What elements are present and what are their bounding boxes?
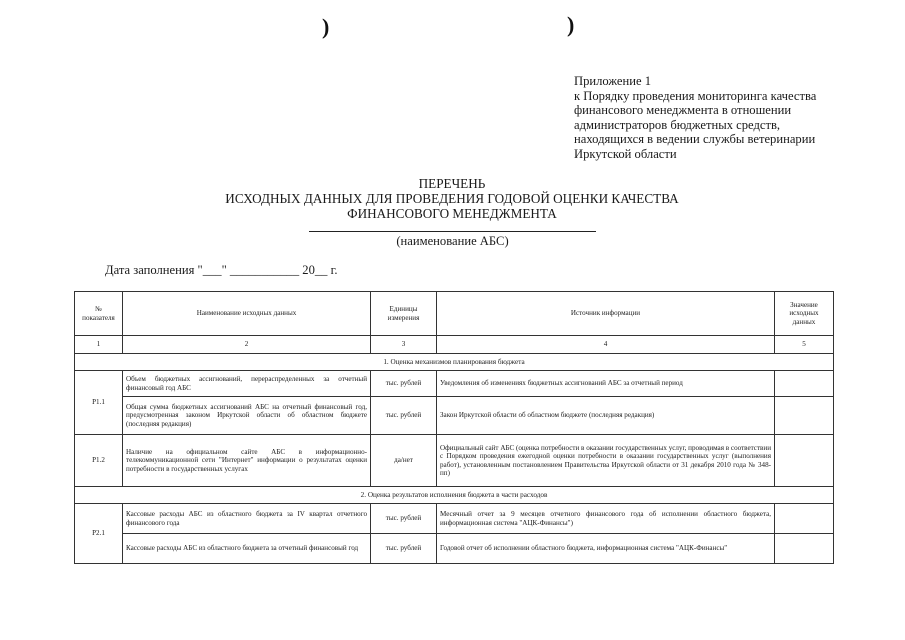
header-cell: Единицы измерения: [371, 292, 437, 336]
source-data-table: [74, 291, 834, 564]
source-cell: Официальный сайт АБС (оценка потребности в оказании государственных услуг, проводимая в соответствии с Порядком проведения ежегодной оценки потребности в оказании государственных услуг (выполнения работ), установленным постановлением Правительства Иркутской области от 31 декабря 2010 года № 348-пп): [437, 435, 775, 487]
source-cell: Годовой отчет об исполнении областного бюджета, информационная система "АЦК-Финансы": [437, 534, 775, 564]
abs-name-caption: (наименование АБС): [396, 234, 509, 248]
column-number: 5: [775, 336, 834, 354]
appendix-block: [574, 74, 884, 162]
value-cell: [775, 504, 834, 534]
table-row: [75, 534, 834, 564]
table-row: [75, 397, 834, 435]
table-header-row: [75, 292, 834, 336]
data-name-cell: Наличие на официальном сайте АБС в информационно-телекоммуникационной сети "Интернет" информации о результатах оценки потребности в государственных услугах: [123, 435, 371, 487]
value-cell: [775, 534, 834, 564]
header-cell: Значение исходных данных: [775, 292, 834, 336]
source-cell: Уведомления об изменениях бюджетных ассигнований АБС за отчетный период: [437, 371, 775, 397]
indicator-code: Р2.1: [75, 504, 123, 564]
document-title: [150, 176, 754, 221]
data-name-cell: Объем бюджетных ассигнований, перераспределенных за отчетный финансовый год АБС: [123, 371, 371, 397]
header-cell: Наименование исходных данных: [123, 292, 371, 336]
table-row: [75, 435, 834, 487]
value-cell: [775, 397, 834, 435]
unit-cell: тыс. рублей: [371, 371, 437, 397]
title-line: ПЕРЕЧЕНЬ: [418, 176, 486, 191]
scan-mark-left: ): [322, 14, 330, 39]
appendix-line: администраторов бюджетных средств,: [574, 117, 781, 132]
title-line: ФИНАНСОВОГО МЕНЕДЖМЕНТА: [347, 206, 557, 221]
indicator-code: Р1.1: [75, 371, 123, 435]
section-title: 2. Оценка результатов исполнения бюджета в части расходов: [75, 487, 834, 504]
indicator-code: Р1.2: [75, 435, 123, 487]
source-cell: Месячный отчет за 9 месяцев отчетного финансового года об исполнении областного бюджета, информационная система "АЦК-Финансы"): [437, 504, 775, 534]
table-row: [75, 371, 834, 397]
column-number: 1: [75, 336, 123, 354]
appendix-line: Приложение 1: [574, 74, 652, 88]
unit-cell: тыс. рублей: [371, 504, 437, 534]
data-name-cell: Общая сумма бюджетных ассигнований АБС на отчетный финансовый год, предусмотренная законом Иркутской области об областном бюджете (последняя редакция): [123, 397, 371, 435]
column-number: 2: [123, 336, 371, 354]
table-row: [75, 504, 834, 534]
value-cell: [775, 371, 834, 397]
appendix-line: к Порядку проведения мониторинга качества: [574, 88, 817, 103]
appendix-line: находящихся в ведении службы ветеринарии: [574, 132, 816, 147]
source-cell: Закон Иркутской области об областном бюджете (последняя редакция): [437, 397, 775, 435]
unit-cell: тыс. рублей: [371, 397, 437, 435]
unit-cell: тыс. рублей: [371, 534, 437, 564]
section-title: 1. Оценка механизмов планирования бюджета: [75, 354, 834, 371]
abs-name-underline: [309, 231, 596, 232]
section-row: [75, 487, 834, 504]
header-cell: № показателя: [75, 292, 123, 336]
column-number: 3: [371, 336, 437, 354]
unit-cell: да/нет: [371, 435, 437, 487]
header-cell: Источник информации: [437, 292, 775, 336]
data-name-cell: Кассовые расходы АБС из областного бюджета за IV квартал отчетного финансового года: [123, 504, 371, 534]
data-name-cell: Кассовые расходы АБС из областного бюджета за отчетный финансовый год: [123, 534, 371, 564]
fill-date-line: Дата заполнения "___" ___________ 20__ г.: [105, 263, 338, 277]
section-row: [75, 354, 834, 371]
column-number: 4: [437, 336, 775, 354]
value-cell: [775, 435, 834, 487]
scan-mark-right: ): [567, 12, 575, 37]
appendix-line: Иркутской области: [574, 146, 677, 161]
appendix-line: финансового менеджмента в отношении: [574, 103, 792, 118]
title-line: ИСХОДНЫХ ДАННЫХ ДЛЯ ПРОВЕДЕНИЯ ГОДОВОЙ ОЦЕНКИ КАЧЕСТВА: [225, 191, 679, 206]
column-number-row: [75, 336, 834, 354]
